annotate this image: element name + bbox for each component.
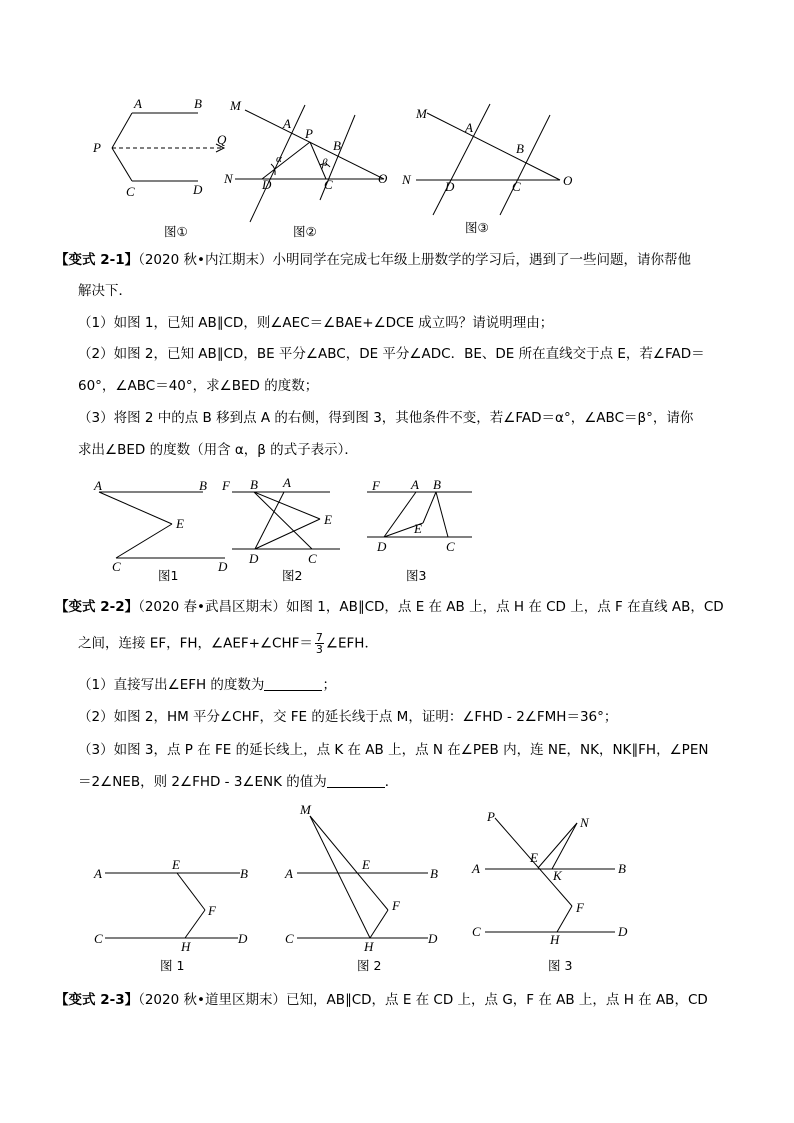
segment-en — [538, 823, 577, 868]
label-a: A — [94, 478, 102, 493]
label-e: E — [176, 516, 184, 531]
label-a: A — [472, 861, 480, 876]
problem-2-1-q2a: （2）如图 2，已知 AB∥CD，BE 平分∠ABC，DE 平分∠ADC．BE、DE 所在直线交于点 E，若∠FAD＝ — [78, 346, 705, 362]
figure-2-2-fig1 — [90, 855, 260, 980]
label-c: C — [112, 559, 121, 574]
problem-2-1-q1: （1）如图 1，已知 AB∥CD，则∠AEC＝∠BAE+∠DCE 成立吗？请说明理由； — [78, 315, 554, 331]
label-f: F — [392, 898, 400, 913]
segment-ec — [116, 524, 172, 558]
label-a: A — [465, 120, 473, 135]
caption-fig3: 图 3 — [548, 958, 573, 973]
label-d: D — [249, 551, 259, 566]
caption-fig2: 图 2 — [357, 958, 382, 973]
problem-2-2-q3b — [78, 772, 728, 792]
problem-text: （2020 秋•道里区期末）已知，AB∥CD，点 E 在 CD 上，点 G，F 在 AB 上，点 H 在 AB，CD — [138, 992, 708, 1008]
figure-2-1-fig1 — [90, 475, 240, 585]
problem-tag: 【变式 2-2】 — [55, 599, 139, 615]
text-pre: 之间，连接 EF，FH，∠AEF+∠CHF＝ — [78, 635, 313, 652]
label-n: N — [580, 815, 589, 830]
label-b: B — [516, 141, 524, 156]
label-c: C — [324, 177, 333, 192]
problem-2-3-line1 — [55, 990, 708, 1010]
figure-3-transversals — [398, 92, 578, 242]
problem-tag: 【变式 2-3】 — [55, 992, 139, 1008]
line-mo — [245, 110, 384, 179]
figure-2-2-fig3 — [465, 805, 640, 980]
problem-2-2-q2: （2）如图 2，HM 平分∠CHF，交 FE 的延长线于点 M，证明：∠FHD - 2∠FMH＝36°； — [78, 709, 618, 725]
label-a: A — [283, 475, 291, 490]
figure-2-1-fig2 — [220, 475, 350, 585]
label-a: A — [285, 866, 293, 881]
label-h: H — [550, 932, 560, 947]
segment-ef — [177, 873, 205, 910]
problem-2-1-line1 — [55, 250, 705, 270]
label-b: B — [240, 866, 248, 881]
label-d: D — [193, 182, 203, 197]
caption-fig3: 图③ — [465, 220, 489, 235]
label-o: O — [563, 173, 573, 188]
text-post: ∠EFH． — [325, 635, 378, 652]
label-c: C — [94, 931, 103, 946]
segment-kn — [552, 823, 577, 869]
label-b: B — [430, 866, 438, 881]
label-a: A — [283, 116, 291, 131]
label-k: K — [553, 868, 562, 883]
caption-fig2: 图2 — [282, 568, 303, 583]
label-d: D — [377, 539, 387, 554]
label-b: B — [199, 478, 207, 493]
figure-2-1-fig3 — [362, 475, 482, 585]
fraction-denominator: 3 — [315, 643, 323, 656]
label-n: N — [402, 172, 411, 187]
segment-pa — [112, 113, 132, 148]
answer-blank — [327, 773, 385, 788]
label-d: D — [238, 931, 248, 946]
segment-fh — [370, 910, 388, 938]
segment-fh — [185, 910, 205, 938]
caption-fig2: 图② — [293, 224, 317, 239]
label-f: F — [222, 478, 230, 493]
segment-fh — [557, 906, 572, 932]
label-h: H — [181, 939, 191, 954]
q3b-text: ＝2∠NEB，则 2∠FHD - 3∠ENK 的值为 — [78, 774, 327, 790]
label-e: E — [414, 521, 422, 536]
problem-2-1-line2: 解决下． — [78, 283, 132, 299]
figure-1-parallel-with-p — [85, 92, 245, 242]
label-d: D — [428, 931, 438, 946]
label-p: P — [93, 140, 101, 155]
problem-text: （2020 春•武昌区期末）如图 1，AB∥CD，点 E 在 AB 上，点 H 在 CD 上，点 F 在直线 AB，CD — [138, 599, 724, 615]
label-c: C — [308, 551, 317, 566]
line-mo — [427, 113, 560, 180]
caption-fig1: 图 1 — [160, 958, 185, 973]
segment-be — [254, 492, 320, 519]
label-e: E — [172, 857, 180, 872]
label-b: B — [618, 861, 626, 876]
caption-fig1: 图① — [164, 224, 188, 239]
label-a: A — [134, 96, 142, 111]
problem-2-2-line1 — [55, 597, 724, 617]
label-d: D — [218, 559, 228, 574]
q1-end: ； — [322, 677, 336, 693]
label-c: C — [126, 184, 135, 199]
label-c: C — [446, 539, 455, 554]
segment-pd — [262, 142, 310, 179]
problem-2-2-line2 — [78, 632, 728, 655]
label-q: Q — [217, 132, 227, 147]
q3b-end: ． — [384, 774, 399, 790]
caption-fig3: 图3 — [406, 568, 427, 583]
label-beta: β — [322, 157, 328, 169]
segment-pc — [112, 148, 132, 181]
problem-2-1-q3b: 求出∠BED 的度数（用含 α，β 的式子表示）． — [78, 442, 358, 458]
segment-bc — [254, 492, 312, 549]
label-c: C — [285, 931, 294, 946]
label-m: M — [230, 98, 241, 113]
segment-ad — [384, 492, 416, 537]
label-h: H — [364, 939, 374, 954]
label-e: E — [530, 850, 538, 865]
problem-tag: 【变式 2-1】 — [55, 252, 139, 268]
label-f: F — [576, 900, 584, 915]
problem-2-2-q3a: （3）如图 3，点 P 在 FE 的延长线上，点 K 在 AB 上，点 N 在∠PEB 内，连 NE，NK，NK∥FH，∠PEN — [78, 742, 709, 758]
label-d: D — [445, 179, 455, 194]
figure-2-2-fig2 — [280, 800, 450, 980]
problem-text: （2020 秋•内江期末）小明同学在完成七年级上册数学的学习后，遇到了一些问题，请你帮他 — [138, 252, 691, 268]
label-a: A — [411, 477, 419, 492]
label-c: C — [472, 924, 481, 939]
label-m: M — [300, 802, 311, 817]
label-alpha: α — [276, 153, 282, 165]
segment-ae — [99, 492, 172, 524]
label-a: A — [94, 866, 102, 881]
problem-2-1-q3a: （3）将图 2 中的点 B 移到点 A 的右侧，得到图 3，其他条件不变，若∠FAD＝α°，∠ABC＝β°，请你 — [78, 410, 694, 426]
label-m: M — [416, 106, 427, 121]
label-b: B — [194, 96, 202, 111]
caption-fig1: 图1 — [158, 568, 179, 583]
label-c: C — [512, 179, 521, 194]
fraction-7-3 — [315, 632, 324, 655]
label-f: F — [208, 903, 216, 918]
segment-ad — [255, 492, 284, 549]
figure-2-triangle-angles — [225, 92, 395, 242]
label-b: B — [433, 477, 441, 492]
q1-text: （1）直接写出∠EFH 的度数为 — [78, 677, 265, 693]
label-d: D — [618, 924, 628, 939]
label-o: O — [378, 171, 388, 186]
label-d: D — [262, 177, 272, 192]
transversal-right — [500, 115, 550, 215]
segment-be — [423, 492, 436, 523]
label-p: P — [305, 126, 313, 141]
problem-2-1-q2b: 60°，∠ABC＝40°，求∠BED 的度数； — [78, 378, 319, 394]
segment-bc — [436, 492, 448, 537]
label-n: N — [224, 171, 233, 186]
label-b: B — [250, 477, 258, 492]
segment-de — [255, 519, 320, 549]
label-f: F — [372, 478, 380, 493]
answer-blank — [264, 676, 322, 691]
label-e: E — [324, 512, 332, 527]
label-e: E — [362, 857, 370, 872]
fraction-numerator: 7 — [315, 631, 323, 644]
label-p: P — [487, 809, 495, 824]
label-b: B — [333, 138, 341, 153]
problem-2-2-q1 — [78, 675, 728, 695]
